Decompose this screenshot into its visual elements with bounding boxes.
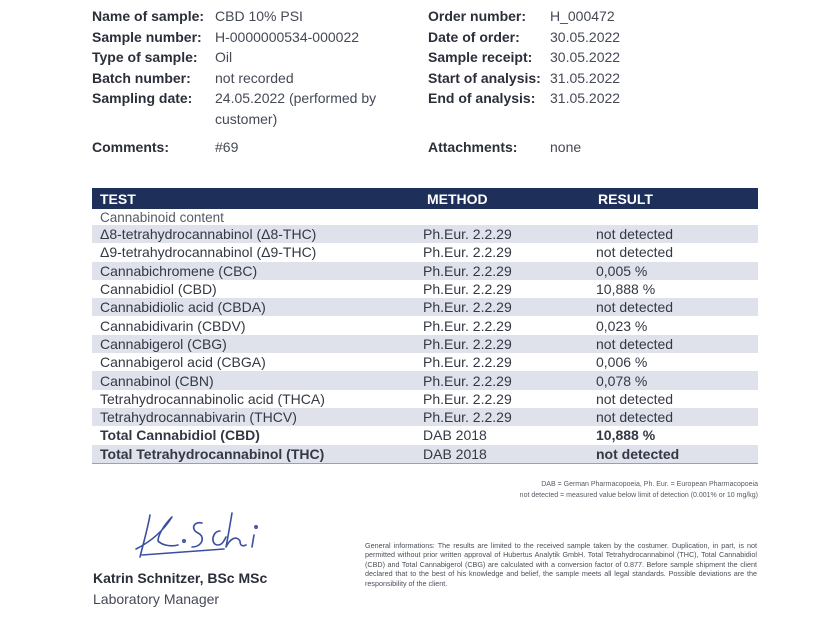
test-name: Cannabidivarin (CBDV) (100, 317, 246, 334)
info-value: 30.05.2022 (550, 49, 621, 65)
general-information: General informations: The results are limited to the received sample taken by the costumer. Duplication, in part, is not permitted without prior written approval of Hubertus Analytik GmbH. Total Tetrahydrocannabinol (THC), Total Cannabidiol (CBD) and Total Cannabigerol (CBG) are calculated with a conversion factor of 0.877. Before sample shipment the client declared that to the best of his knowledge and belief, the sample meets all legal standards. Possible deviations are the responsibility of the client. (365, 541, 757, 588)
test-method: Ph.Eur. 2.2.29 (419, 408, 590, 426)
footnote-abbreviations: DAB = German Pharmacopoeia, Ph. Eur. = European Pharmacopoeia (541, 481, 758, 488)
header-test: TEST (92, 188, 419, 209)
test-method: Ph.Eur. 2.2.29 (423, 354, 512, 371)
test-method: Ph.Eur. 2.2.29 (423, 317, 512, 334)
signer-role: Laboratory Manager (93, 591, 220, 607)
sample-info-left (92, 6, 403, 158)
test-method: Ph.Eur. 2.2.29 (419, 262, 590, 280)
info-value: #69 (215, 139, 239, 155)
table-row (92, 262, 758, 280)
info-label: Batch number: (92, 69, 191, 86)
test-result: not detected (596, 244, 674, 261)
results-table (92, 188, 758, 464)
test-result: 10,888 % (596, 281, 656, 298)
total-row-thc (92, 445, 758, 464)
info-value: 31.05.2022 (550, 90, 621, 106)
section-label: Cannabinoid content (100, 209, 224, 225)
info-value: 30.05.2022 (550, 28, 621, 45)
info-row-sampling-date (92, 88, 403, 129)
info-row-end (428, 88, 620, 109)
info-value: H_000472 (550, 8, 615, 24)
sample-info-right (428, 6, 620, 157)
signature-image (128, 505, 268, 563)
table-row (92, 371, 758, 389)
total-test-name: Total Cannabidiol (CBD) (100, 427, 260, 444)
info-row-comments (92, 137, 403, 158)
table-row (92, 335, 758, 353)
info-label: Order number: (428, 8, 527, 24)
info-label: Sample receipt: (428, 49, 533, 65)
total-test-result: 10,888 % (596, 427, 656, 444)
table-row (92, 280, 758, 298)
test-result: not detected (590, 298, 758, 316)
section-row (92, 209, 758, 225)
info-row-start (428, 68, 620, 89)
info-label: Comments: (92, 139, 170, 155)
total-test-result: not detected (590, 445, 758, 464)
info-label: Sampling date: (92, 90, 193, 106)
test-name: Cannabigerol (CBG) (92, 335, 419, 353)
table-row (92, 316, 758, 334)
table-row (92, 243, 758, 261)
test-result: not detected (590, 408, 758, 426)
signer-name: Katrin Schnitzer, BSc MSc (93, 570, 268, 586)
test-result: 0,005 % (590, 262, 758, 280)
info-label: Attachments: (428, 138, 518, 155)
info-row-sample-number (92, 27, 403, 48)
info-label: Name of sample: (92, 8, 205, 24)
total-row-cbd (92, 426, 758, 444)
test-method: Ph.Eur. 2.2.29 (419, 371, 590, 389)
test-result: not detected (590, 335, 758, 353)
info-value: none (550, 138, 582, 155)
info-label: Date of order: (428, 28, 520, 45)
test-name: Δ9-tetrahydrocannabinol (Δ9-THC) (100, 244, 317, 261)
table-row (92, 390, 758, 408)
test-method: Ph.Eur. 2.2.29 (419, 298, 590, 316)
test-name: Δ8-tetrahydrocannabinol (Δ8-THC) (92, 225, 419, 243)
total-test-method: DAB 2018 (419, 445, 590, 464)
info-label: Type of sample: (92, 49, 198, 65)
info-value: CBD 10% PSI (215, 8, 303, 24)
table-row (92, 353, 758, 371)
test-name: Tetrahydrocannabinolic acid (THCA) (100, 390, 325, 407)
test-name: Cannabidiolic acid (CBDA) (92, 298, 419, 316)
info-row-receipt (428, 47, 620, 68)
table-row (92, 298, 758, 316)
info-value: H-0000000534-000022 (215, 28, 360, 45)
header-result: RESULT (590, 188, 758, 209)
test-result: 0,023 % (596, 317, 648, 334)
info-label: End of analysis: (428, 90, 536, 106)
total-test-name: Total Tetrahydrocannabinol (THC) (92, 445, 419, 464)
test-result: 0,006 % (596, 354, 648, 371)
info-row-attachments (428, 137, 620, 158)
info-row-order-number (428, 6, 620, 27)
test-method: Ph.Eur. 2.2.29 (423, 390, 512, 407)
test-method: Ph.Eur. 2.2.29 (419, 225, 590, 243)
test-name: Cannabidiol (CBD) (100, 281, 217, 298)
info-row-name (92, 6, 403, 27)
test-name: Tetrahydrocannabivarin (THCV) (92, 408, 419, 426)
test-method: Ph.Eur. 2.2.29 (419, 335, 590, 353)
info-value: Oil (215, 49, 233, 65)
table-row (92, 408, 758, 426)
info-row-batch (92, 68, 403, 89)
test-result: not detected (590, 225, 758, 243)
info-value: 31.05.2022 (550, 69, 621, 86)
info-row-type (92, 47, 403, 68)
total-test-method: DAB 2018 (423, 427, 487, 444)
footnote-not-detected: not detected = measured value below limit of detection (0.001% or 10 mg/kg) (519, 492, 758, 499)
test-name: Cannabinol (CBN) (92, 371, 419, 389)
test-result: 0,078 % (590, 371, 758, 389)
test-method: Ph.Eur. 2.2.29 (423, 281, 512, 298)
info-label: Sample number: (92, 28, 202, 45)
test-name: Cannabichromene (CBC) (92, 262, 419, 280)
table-row (92, 225, 758, 243)
test-name: Cannabigerol acid (CBGA) (100, 354, 266, 371)
test-result: not detected (596, 390, 674, 407)
info-value: not recorded (215, 69, 294, 86)
info-value: 24.05.2022 (performed by customer) (215, 90, 377, 127)
test-method: Ph.Eur. 2.2.29 (423, 244, 512, 261)
header-method: METHOD (419, 188, 590, 209)
info-label: Start of analysis: (428, 69, 541, 86)
table-header-row (92, 188, 758, 209)
info-row-order-date (428, 27, 620, 48)
